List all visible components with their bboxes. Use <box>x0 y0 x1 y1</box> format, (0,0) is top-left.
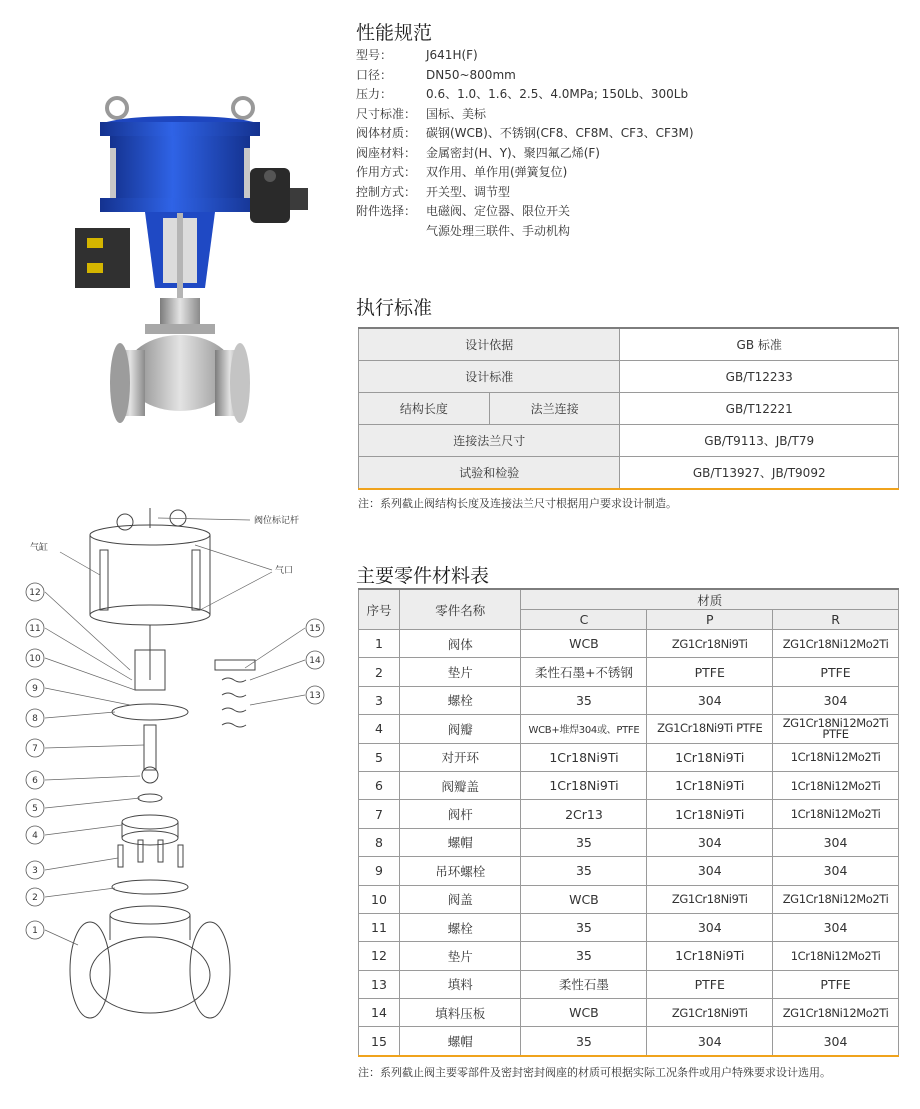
spec-row <box>356 66 694 86</box>
spec-key: 型号： <box>356 48 393 62</box>
cell-r: ZG1Cr18Ni12Mo2Ti <box>773 999 899 1027</box>
spec-value: 国标、美标 <box>426 106 487 121</box>
callout-8: 8 <box>32 714 38 724</box>
cell-name: 螺帽 <box>399 1027 521 1056</box>
table-row <box>359 970 899 998</box>
cell-name: 填料压板 <box>399 999 521 1027</box>
standards-table <box>358 327 899 490</box>
spec-row <box>356 124 694 144</box>
materials-title: 主要零件材料表 <box>356 565 490 587</box>
table-row <box>359 328 899 361</box>
table-row <box>359 800 899 828</box>
callout-9: 9 <box>32 684 38 694</box>
cell-c: 2Cr13 <box>521 800 647 828</box>
spec-row <box>356 46 694 66</box>
table-row <box>359 686 899 714</box>
cell-c: 35 <box>521 1027 647 1056</box>
spec-value: 碳钢(WCB)、不锈钢(CF8、CF8M、CF3、CF3M) <box>426 126 694 140</box>
cell-p: ZG1Cr18Ni9Ti <box>647 630 773 658</box>
cell-no: 14 <box>359 999 400 1027</box>
table-row <box>359 913 899 941</box>
cell-no: 4 <box>359 715 400 743</box>
cell-name: 阀瓣 <box>399 715 521 743</box>
cell-no: 8 <box>359 828 400 856</box>
callout-2: 2 <box>32 893 38 903</box>
cell-r: 1Cr18Ni12Mo2Ti <box>773 743 899 771</box>
table-row <box>359 658 899 686</box>
cell-r: PTFE <box>773 970 899 998</box>
spec-value: DN50~800mm <box>426 67 516 82</box>
spec-key: 尺寸标准： <box>356 106 417 121</box>
valve-photo <box>65 88 345 438</box>
cell-no: 12 <box>359 942 400 970</box>
spec-key: 压力： <box>356 87 393 101</box>
spec-value: J641H(F) <box>426 48 478 62</box>
cell-name: 填料 <box>399 970 521 998</box>
port-label: 气口 <box>275 566 294 576</box>
callout-13: 13 <box>309 691 321 701</box>
cell-no: 13 <box>359 970 400 998</box>
std-key: 连接法兰尺寸 <box>359 425 620 457</box>
cell-no: 7 <box>359 800 400 828</box>
table-row <box>359 999 899 1027</box>
cell-no: 11 <box>359 913 400 941</box>
table-row <box>359 885 899 913</box>
spec-key: 口径： <box>356 67 393 82</box>
table-row <box>359 630 899 658</box>
materials-note: 注：系列截止阀主要零部件及密封密封阀座的材质可根据实际工况条件或用户特殊要求设计选用。 <box>358 1066 831 1079</box>
std-key: 结构长度 <box>359 393 490 425</box>
callout-4: 4 <box>32 831 38 841</box>
spec-key: 阀体材质： <box>356 126 417 140</box>
spec-value: 开关型、调节型 <box>426 184 511 199</box>
cell-c: 柔性石墨 <box>521 970 647 998</box>
cell-c: 35 <box>521 857 647 885</box>
cell-name: 螺栓 <box>399 686 521 714</box>
cell-c: 35 <box>521 828 647 856</box>
cell-name: 阀瓣盖 <box>399 771 521 799</box>
cell-name: 垫片 <box>399 658 521 686</box>
cell-p: ZG1Cr18Ni9Ti <box>647 885 773 913</box>
cell-name: 垫片 <box>399 942 521 970</box>
table-row <box>359 743 899 771</box>
spec-row <box>356 144 694 164</box>
spec-row <box>356 183 694 203</box>
cell-p: 1Cr18Ni9Ti <box>647 800 773 828</box>
table-row <box>359 1027 899 1056</box>
header-name: 零件名称 <box>399 589 521 630</box>
cell-c: WCB <box>521 885 647 913</box>
spec-row <box>356 105 694 125</box>
table-row <box>359 425 899 457</box>
table-row <box>359 828 899 856</box>
header-c: C <box>521 610 647 630</box>
header-no: 序号 <box>359 589 400 630</box>
header-material: 材质 <box>521 589 899 610</box>
exploded-view-diagram <box>0 500 350 1100</box>
std-value: GB 标准 <box>620 328 899 361</box>
cell-r: 304 <box>773 1027 899 1056</box>
std-value: GB/T12233 <box>620 361 899 393</box>
table-row <box>359 857 899 885</box>
cell-c: 1Cr18Ni9Ti <box>521 743 647 771</box>
cell-p: 304 <box>647 913 773 941</box>
cell-name: 阀体 <box>399 630 521 658</box>
spec-value: 0.6、1.0、1.6、2.5、4.0MPa; 150Lb、300Lb <box>426 87 689 101</box>
header-r: R <box>773 610 899 630</box>
cell-r: 1Cr18Ni12Mo2Ti <box>773 800 899 828</box>
cell-r: ZG1Cr18Ni12Mo2Ti PTFE <box>773 715 899 743</box>
cell-name: 对开环 <box>399 743 521 771</box>
cell-name: 螺帽 <box>399 828 521 856</box>
materials-table <box>358 588 899 1057</box>
cell-r: 304 <box>773 828 899 856</box>
std-key: 设计依据 <box>359 328 620 361</box>
spec-row <box>356 163 694 183</box>
cell-p: ZG1Cr18Ni9Ti <box>647 999 773 1027</box>
cell-no: 2 <box>359 658 400 686</box>
callout-5: 5 <box>32 804 38 814</box>
cell-p: 304 <box>647 828 773 856</box>
std-value: GB/T9113、JB/T79 <box>620 425 899 457</box>
table-row <box>359 771 899 799</box>
cell-c: 35 <box>521 913 647 941</box>
cell-c: WCB <box>521 630 647 658</box>
spec-continuation: 气源处理三联件、手动机构 <box>426 223 571 238</box>
table-row <box>359 393 899 425</box>
spec-row <box>356 202 694 222</box>
header-row <box>359 589 899 610</box>
callout-15: 15 <box>309 624 321 634</box>
cell-no: 15 <box>359 1027 400 1056</box>
cell-c: WCB <box>521 999 647 1027</box>
cell-c: 35 <box>521 686 647 714</box>
cell-name: 阀杆 <box>399 800 521 828</box>
table-row <box>359 361 899 393</box>
spec-value: 双作用、单作用(弹簧复位) <box>426 165 568 179</box>
cell-no: 10 <box>359 885 400 913</box>
callout-1: 1 <box>32 926 38 936</box>
cell-no: 9 <box>359 857 400 885</box>
cell-r: 304 <box>773 913 899 941</box>
cell-c: 柔性石墨+不锈钢 <box>521 658 647 686</box>
header-p: P <box>647 610 773 630</box>
cell-r: 304 <box>773 857 899 885</box>
cylinder-label: 气缸 <box>30 543 49 553</box>
std-key: 试验和检验 <box>359 457 620 490</box>
spec-row <box>356 85 694 105</box>
cell-r: ZG1Cr18Ni12Mo2Ti <box>773 630 899 658</box>
cell-c: 35 <box>521 942 647 970</box>
standards-note: 注：系列截止阀结构长度及连接法兰尺寸根据用户要求设计制造。 <box>358 497 677 510</box>
cell-p: 1Cr18Ni9Ti <box>647 771 773 799</box>
callout-10: 10 <box>29 654 41 664</box>
cell-p: PTFE <box>647 970 773 998</box>
std-subkey: 法兰连接 <box>489 393 620 425</box>
cell-name: 螺栓 <box>399 913 521 941</box>
callout-11: 11 <box>29 624 41 634</box>
standards-title: 执行标准 <box>356 297 433 319</box>
cell-p: PTFE <box>647 658 773 686</box>
cell-c: 1Cr18Ni9Ti <box>521 771 647 799</box>
indicator-label: 阀位标记杆 <box>254 516 300 526</box>
cell-r: 1Cr18Ni12Mo2Ti <box>773 771 899 799</box>
cell-p: 1Cr18Ni9Ti <box>647 942 773 970</box>
callout-7: 7 <box>32 744 38 754</box>
table-row <box>359 715 899 743</box>
cell-r: ZG1Cr18Ni12Mo2Ti <box>773 885 899 913</box>
cell-no: 6 <box>359 771 400 799</box>
cell-c: WCB+堆焊304或、PTFE <box>521 715 647 743</box>
cell-name: 吊环螺栓 <box>399 857 521 885</box>
table-row <box>359 457 899 490</box>
cell-no: 1 <box>359 630 400 658</box>
std-key: 设计标准 <box>359 361 620 393</box>
spec-key: 附件选择： <box>356 204 417 218</box>
table-row <box>359 942 899 970</box>
spec-key: 阀座材料： <box>356 145 417 160</box>
callout-6: 6 <box>32 776 38 786</box>
std-value: GB/T13927、JB/T9092 <box>620 457 899 490</box>
callout-3: 3 <box>32 866 38 876</box>
spec-value: 金属密封(H、Y)、聚四氟乙烯(F) <box>426 145 600 160</box>
cell-r: 304 <box>773 686 899 714</box>
cell-p: 304 <box>647 686 773 714</box>
cell-p: ZG1Cr18Ni9Ti PTFE <box>647 715 773 743</box>
cell-name: 阀盖 <box>399 885 521 913</box>
spec-list <box>356 46 694 241</box>
cell-r: 1Cr18Ni12Mo2Ti <box>773 942 899 970</box>
callout-12: 12 <box>29 588 41 598</box>
cell-p: 1Cr18Ni9Ti <box>647 743 773 771</box>
std-value: GB/T12221 <box>620 393 899 425</box>
cell-r: PTFE <box>773 658 899 686</box>
spec-key: 控制方式： <box>356 184 417 199</box>
cell-no: 5 <box>359 743 400 771</box>
cell-no: 3 <box>359 686 400 714</box>
callout-14: 14 <box>309 656 321 666</box>
cell-p: 304 <box>647 1027 773 1056</box>
cell-p: 304 <box>647 857 773 885</box>
spec-key: 作用方式： <box>356 165 417 179</box>
spec-title: 性能规范 <box>356 22 433 44</box>
spec-value: 电磁阀、定位器、限位开关 <box>426 204 571 218</box>
